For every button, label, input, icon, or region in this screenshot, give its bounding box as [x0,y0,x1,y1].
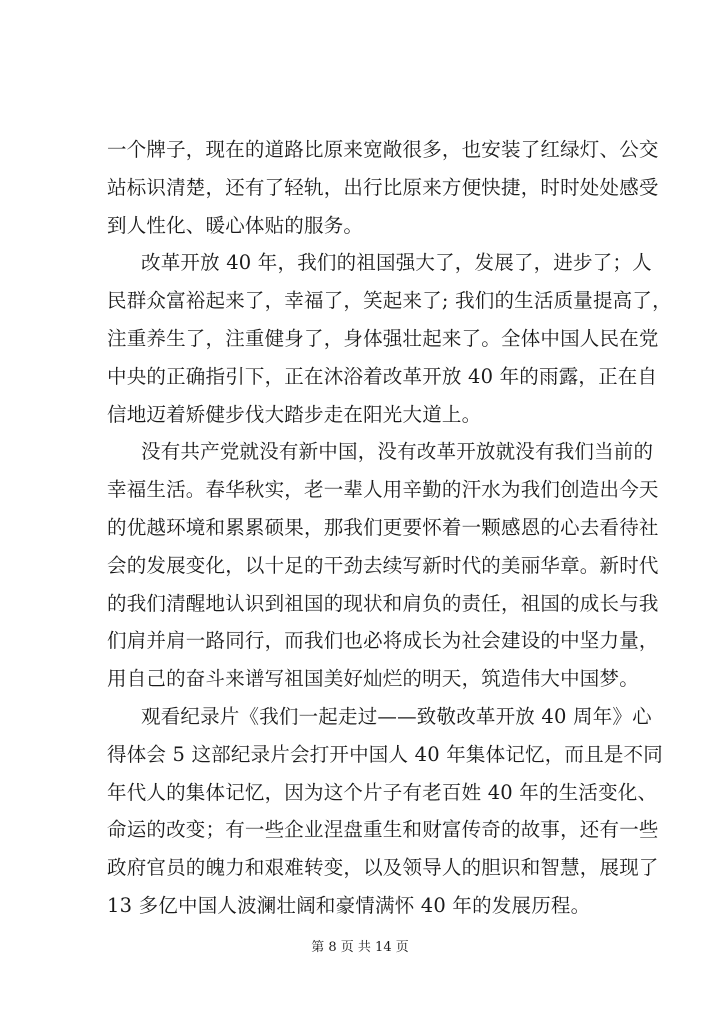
text-line: 得体会 5 这部纪录片会打开中国人 40 年集体记忆，而且是不同 [107,742,663,766]
text-line: 民群众富裕起来了，幸福了，笑起来了; 我们的生活质量提高了， [107,289,672,313]
paragraph-first-line: 没有共产党就没有新中国，没有改革开放就没有我们当前的 [141,440,654,464]
text-line: 年代人的集体记忆，因为这个片子有老百姓 40 年的生活变化、 [107,780,658,804]
text-line: 一个牌子，现在的道路比原来宽敞很多，也安装了红绿灯、公交 [107,138,659,161]
text-line: 13 多亿中国人波澜壮阔和豪情满怀 40 年的发展历程。 [107,893,591,917]
text-line: 用自己的奋斗来谱写祖国美好灿烂的明天，筑造伟大中国梦。 [107,667,639,691]
paragraph-first-line: 改革开放 40 年，我们的祖国强大了，发展了，进步了；人 [141,251,652,275]
text-line: 政府官员的魄力和艰难转变，以及领导人的胆识和智慧，展现了 [107,856,659,880]
page-number-footer: 第 8 页 共 14 页 [311,940,409,955]
text-line: 站标识清楚，还有了轻轨，出行比原来方便快捷，时时处处感受 [107,175,659,199]
text-line: 命运的改变；有一些企业涅盘重生和财富传奇的故事，还有一些 [107,818,659,842]
text-line: 幸福生活。春华秋实，老一辈人用辛勤的汗水为我们创造出今天 [107,478,659,502]
text-line: 注重养生了，注重健身了，身体强壮起来了。全体中国人民在党 [107,326,659,350]
document-body [107,131,672,925]
text-line: 的优越环境和累累硕果，那我们更要怀着一颗感恩的心去看待社 [107,515,659,539]
text-line: 中央的正确指引下，正在沐浴着改革开放 40 年的雨露，正在自 [107,364,658,388]
text-line: 们肩并肩一路同行，而我们也必将成长为社会建设的中坚力量， [107,629,659,653]
text-line: 的我们清醒地认识到祖国的现状和肩负的责任，祖国的成长与我 [107,591,659,615]
text-line: 会的发展变化，以十足的干劲去续写新时代的美丽华章。新时代 [107,553,659,577]
text-line: 信地迈着矫健步伐大踏步走在阳光大道上。 [107,402,482,426]
text-line: 到人性化、暖心体贴的服务。 [107,213,364,237]
paragraph-first-line: 观看纪录片《我们一起走过——致敬改革开放 40 周年》心 [141,704,652,728]
